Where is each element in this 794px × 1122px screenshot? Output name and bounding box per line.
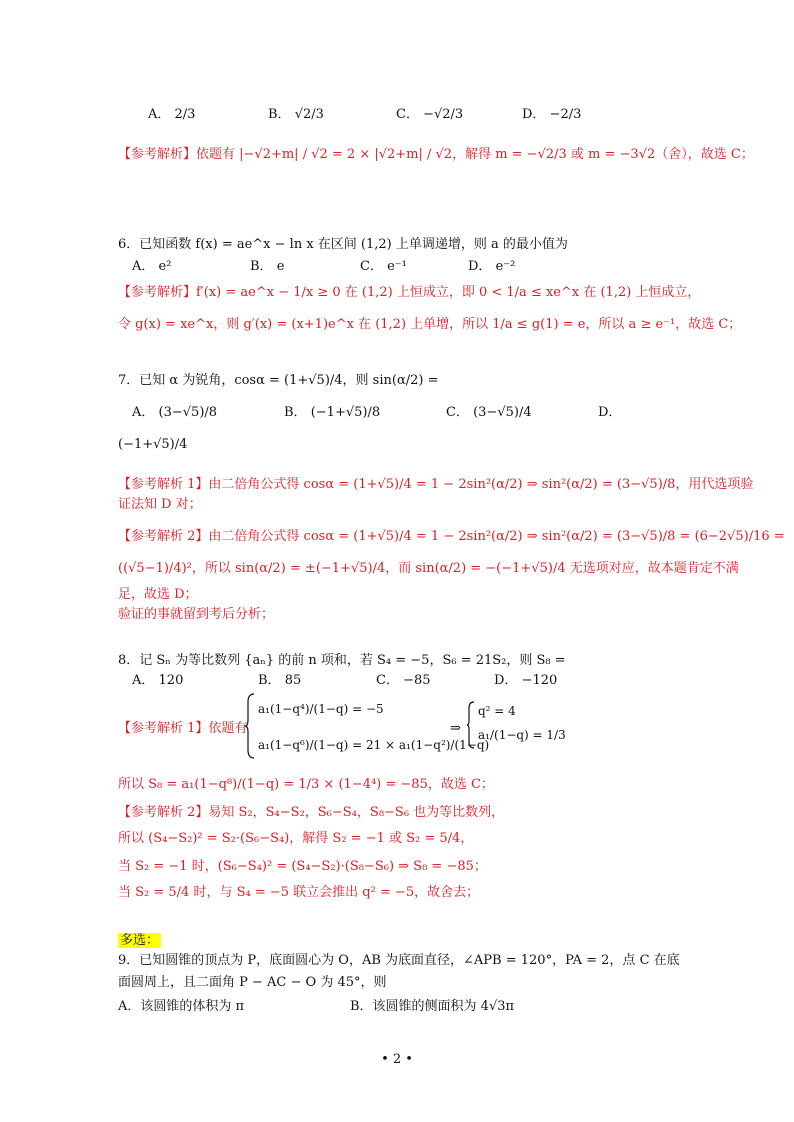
q8-stem: 8．记 Sₙ 为等比数列 {aₙ} 的前 n 项和，若 S₄ = −5，S₆ = 21S₂，则 S₈ = bbox=[118, 653, 566, 668]
q5-option-a: A． 2/3 bbox=[148, 107, 196, 122]
q8-option-b: B． 85 bbox=[258, 673, 302, 688]
q7-analysis1-line1: 【参考解析 1】由二倍角公式得 cosα = (1+√5)/4 = 1 − 2sin²(α/2) ⇒ sin²(α/2) = (3−√5)/8，用代选项验 bbox=[118, 477, 754, 492]
q7-analysis2-line1: 【参考解析 2】由二倍角公式得 cosα = (1+√5)/4 = 1 − 2sin²(α/2) ⇒ sin²(α/2) = (3−√5)/8 = (6−2√5)/16 = bbox=[118, 529, 785, 544]
q8-result-eq1: q² = 4 bbox=[478, 704, 516, 718]
q7-analysis2-line3: 足，故选 D； bbox=[118, 587, 198, 602]
q6-analysis-line1: 【参考解析】f′(x) = ae^x − 1/x ≥ 0 在 (1,2) 上恒成立，即 0 < 1/a ≤ xe^x 在 (1,2) 上恒成立， bbox=[118, 285, 701, 300]
q5-option-c: C． −√2/3 bbox=[396, 107, 464, 122]
q8-analysis2-line1: 【参考解析 2】易知 S₂，S₄−S₂，S₆−S₄，S₈−S₆ 也为等比数列， bbox=[118, 805, 505, 820]
q8-analysis2-line4: 当 S₂ = 5/4 时，与 S₄ = −5 联立会推出 q² = −5，故舍去； bbox=[118, 885, 480, 900]
multi-select-label: 多选： bbox=[120, 933, 160, 948]
q6-option-c: C． e⁻¹ bbox=[360, 259, 407, 274]
q7-analysis2-line4: 验证的事就留到考后分析； bbox=[118, 607, 275, 622]
q7-option-c: C． (3−√5)/4 bbox=[446, 405, 532, 420]
q7-option-a: A． (3−√5)/8 bbox=[132, 405, 218, 420]
q7-stem: 7．已知 α 为锐角，cosα = (1+√5)/4，则 sin(α/2) = bbox=[118, 373, 439, 388]
q8-option-a: A． 120 bbox=[132, 673, 184, 688]
q5-option-b: B． √2/3 bbox=[268, 107, 324, 122]
q5-option-d: D． −2/3 bbox=[522, 107, 582, 122]
implies-arrow: ⇒ bbox=[450, 721, 461, 736]
page-number: • 2 • bbox=[381, 1052, 413, 1067]
q9-option-b: B．该圆锥的侧面积为 4√3π bbox=[350, 999, 515, 1014]
q7-analysis1-line2: 证法知 D 对； bbox=[118, 497, 202, 512]
q6-option-b: B． e bbox=[250, 259, 285, 274]
q8-option-d: D． −120 bbox=[494, 673, 558, 688]
left-brace-icon-2 bbox=[466, 700, 476, 750]
q7-option-d-label: D． bbox=[598, 405, 622, 420]
q8-analysis1-label: 【参考解析 1】依题有 bbox=[118, 721, 248, 736]
left-brace-icon bbox=[244, 692, 256, 760]
q9-stem-line1: 9．已知圆锥的顶点为 P，底面圆心为 O，AB 为底面直径，∠APB = 120°，PA = 2，点 C 在底 bbox=[118, 953, 680, 968]
q8-analysis2-line3: 当 S₂ = −1 时，(S₆−S₄)² = (S₄−S₂)·(S₈−S₆) ⇒ S₈ = −85； bbox=[118, 859, 487, 874]
q8-analysis1-conclusion: 所以 S₈ = a₁(1−q⁸)/(1−q) = 1/3 × (1−4⁴) = −85，故选 C； bbox=[118, 777, 494, 792]
q8-system-eq2: a₁(1−q⁶)/(1−q) = 21 × a₁(1−q²)/(1−q) bbox=[258, 738, 490, 752]
q8-result-eq2: a₁/(1−q) = 1/3 bbox=[478, 728, 566, 742]
q6-stem: 6．已知函数 f(x) = ae^x − ln x 在区间 (1,2) 上单调递增，则 a 的最小值为 bbox=[118, 237, 568, 252]
q5-analysis: 【参考解析】依题有 |−√2+m| / √2 = 2 × |√2+m| / √2，解得 m = −√2/3 或 m = −3√2（舍），故选 C； bbox=[118, 147, 754, 162]
q7-analysis2-line2: ((√5−1)/4)²，所以 sin(α/2) = ±(−1+√5)/4，而 sin(α/2) = −(−1+√5)/4 无选项对应，故本题肯定不满 bbox=[118, 561, 739, 576]
q6-analysis-line2: 令 g(x) = xe^x，则 g′(x) = (x+1)e^x 在 (1,2) 上单增，所以 1/a ≤ g(1) = e，所以 a ≥ e⁻¹，故选 C； bbox=[118, 317, 742, 332]
q8-option-c: C． −85 bbox=[376, 673, 431, 688]
q8-analysis2-line2: 所以 (S₄−S₂)² = S₂·(S₆−S₄)，解得 S₂ = −1 或 S₂ = 5/4， bbox=[118, 831, 474, 846]
q8-system-eq1: a₁(1−q⁴)/(1−q) = −5 bbox=[258, 702, 384, 716]
q7-option-b: B． (−1+√5)/8 bbox=[284, 405, 381, 420]
q7-option-d-value: (−1+√5)/4 bbox=[118, 437, 188, 452]
q9-stem-line2: 面圆周上，且二面角 P − AC − O 为 45°，则 bbox=[118, 975, 387, 990]
q9-option-a: A．该圆锥的体积为 π bbox=[118, 999, 245, 1014]
q6-option-d: D． e⁻² bbox=[468, 259, 516, 274]
q6-option-a: A． e² bbox=[132, 259, 172, 274]
